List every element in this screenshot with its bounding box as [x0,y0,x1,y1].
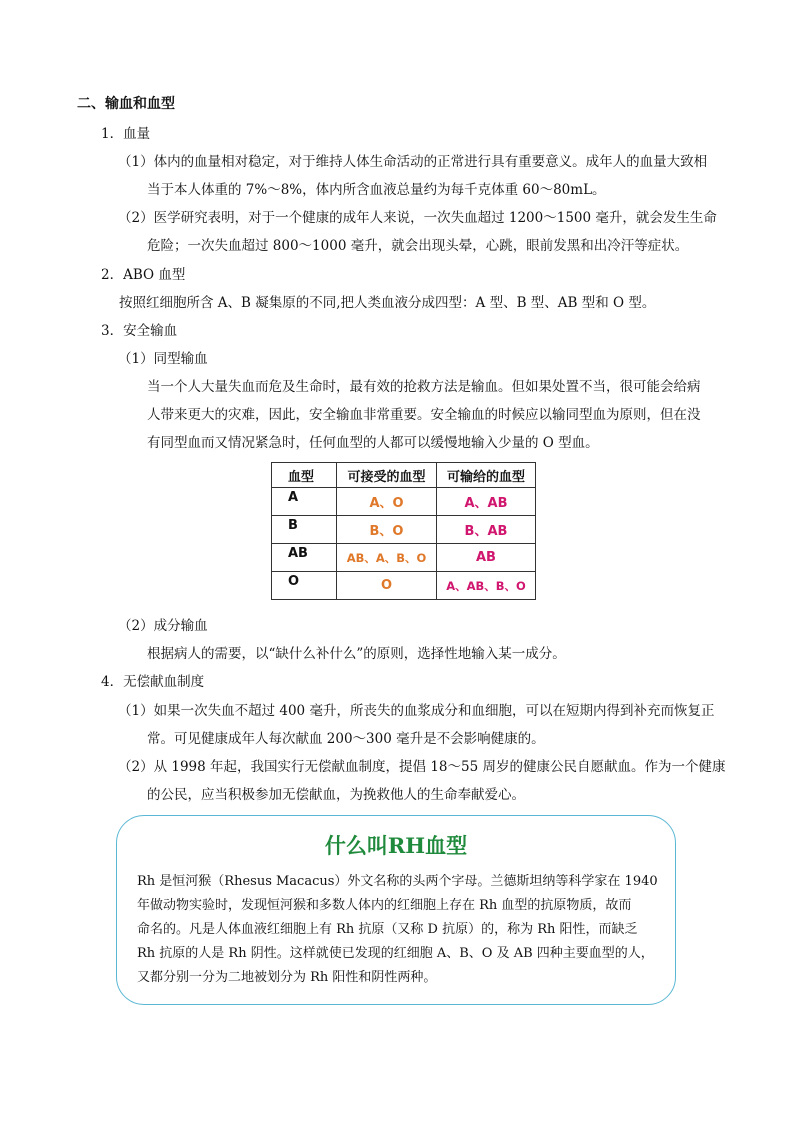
paragraph-line: （2）医学研究表明，对于一个健康的成年人来说，一次失血超过 1200～1500 毫升，就会发生生命 [118,210,717,226]
blood-type-cell: O [272,572,337,600]
paragraph-line: （1）体内的血量相对稳定，对于维持人体生命活动的正常进行具有重要意义。成年人的血量大致相 [118,154,708,170]
rh-box-line: 年做动物实验时，发现恒河猴和多数人体内的红细胞上存在 Rh 血型的抗原物质，故而 [137,898,632,913]
blood-type-cell: B [272,516,337,544]
receive-cell: A、O [337,488,437,516]
rh-box-line: 命名的。凡是人体血液红细胞上有 Rh 抗原（又称 D 抗原）的，称为 Rh 阳性，而缺乏 [137,922,638,937]
give-cell: A、AB、B、O [437,572,536,600]
paragraph-line: 当一个人大量失血而危及生命时，最有效的抢救方法是输血。但如果处置不当，很可能会给病 [147,379,701,395]
subsubsection-title: （1）同型输血 [118,351,208,367]
blood-type-cell: A [272,488,337,516]
give-cell: A、AB [437,488,536,516]
blood-type-cell: AB [272,544,337,572]
paragraph-line: 常。可见健康成年人每次献血 200～300 毫升是不会影响健康的。 [147,731,545,747]
paragraph-line: 按照红细胞所含 A、B 凝集原的不同,把人类血液分成四型：A 型、B 型、AB 型和 O 型。 [119,295,656,311]
paragraph-line: 的公民，应当积极参加无偿献血，为挽救他人的生命奉献爱心。 [147,787,525,803]
subsection-title-blood-volume: 1．血量 [101,126,151,142]
subsection-title-safe-transfusion: 3．安全输血 [101,323,178,339]
paragraph-line: 当于本人体重的 7%～8%，体内所含血液总量约为每千克体重 60～80mL。 [147,182,606,198]
receive-cell: O [337,572,437,600]
give-cell: AB [437,544,536,572]
paragraph-line: 人带来更大的灾难，因此，安全输血非常重要。安全输血的时候应以输同型血为原则，但在没 [147,407,701,423]
section-heading: 二、输血和血型 [77,96,175,112]
table-row [272,544,536,572]
receive-cell: B、O [337,516,437,544]
table-row [272,516,536,544]
paragraph-line: （1）如果一次失血不超过 400 毫升，所丧失的血浆成分和血细胞，可以在短期内得到补充而恢复正 [118,703,715,719]
rh-box-title: 什么叫RH血型 [324,833,468,858]
give-cell: B、AB [437,516,536,544]
rh-box-line: 又都分别一分为二地被划分为 Rh 阳性和阴性两种。 [137,970,437,985]
rh-box-line: Rh 是恒河猴（Rhesus Macacus）外文名称的头两个字母。兰德斯坦纳等科学家在 1940 [137,874,658,889]
subsection-title-abo: 2．ABO 血型 [101,267,186,283]
blood-type-table [271,462,536,600]
rh-box-line: Rh 抗原的人是 Rh 阴性。这样就使已发现的红细胞 A、B、O 及 AB 四种主要血型的人， [137,946,654,961]
paragraph-line: 危险；一次失血超过 800～1000 毫升，就会出现头晕，心跳，眼前发黑和出冷汗等症状。 [147,238,689,254]
paragraph-line: 有同型血而又情况紧急时，任何血型的人都可以缓慢地输入少量的 O 型血。 [147,435,599,451]
table-header-cell: 血型 [272,463,337,488]
table-row [272,572,536,600]
rh-info-box [116,815,676,1005]
table-header-cell: 可接受的血型 [337,463,437,488]
subsubsection-title: （2）成分输血 [118,618,208,634]
table-row [272,488,536,516]
subsection-title-donation: 4．无偿献血制度 [101,674,205,690]
receive-cell: AB、A、B、O [337,544,437,572]
table-header-cell: 可输给的血型 [437,463,536,488]
paragraph-line: （2）从 1998 年起，我国实行无偿献血制度，提倡 18～55 周岁的健康公民自愿献血。作为一个健康 [118,759,726,775]
paragraph-line: 根据病人的需要，以“缺什么补什么”的原则，选择性地输入某一成分。 [147,646,566,662]
table-header-row [272,463,536,488]
